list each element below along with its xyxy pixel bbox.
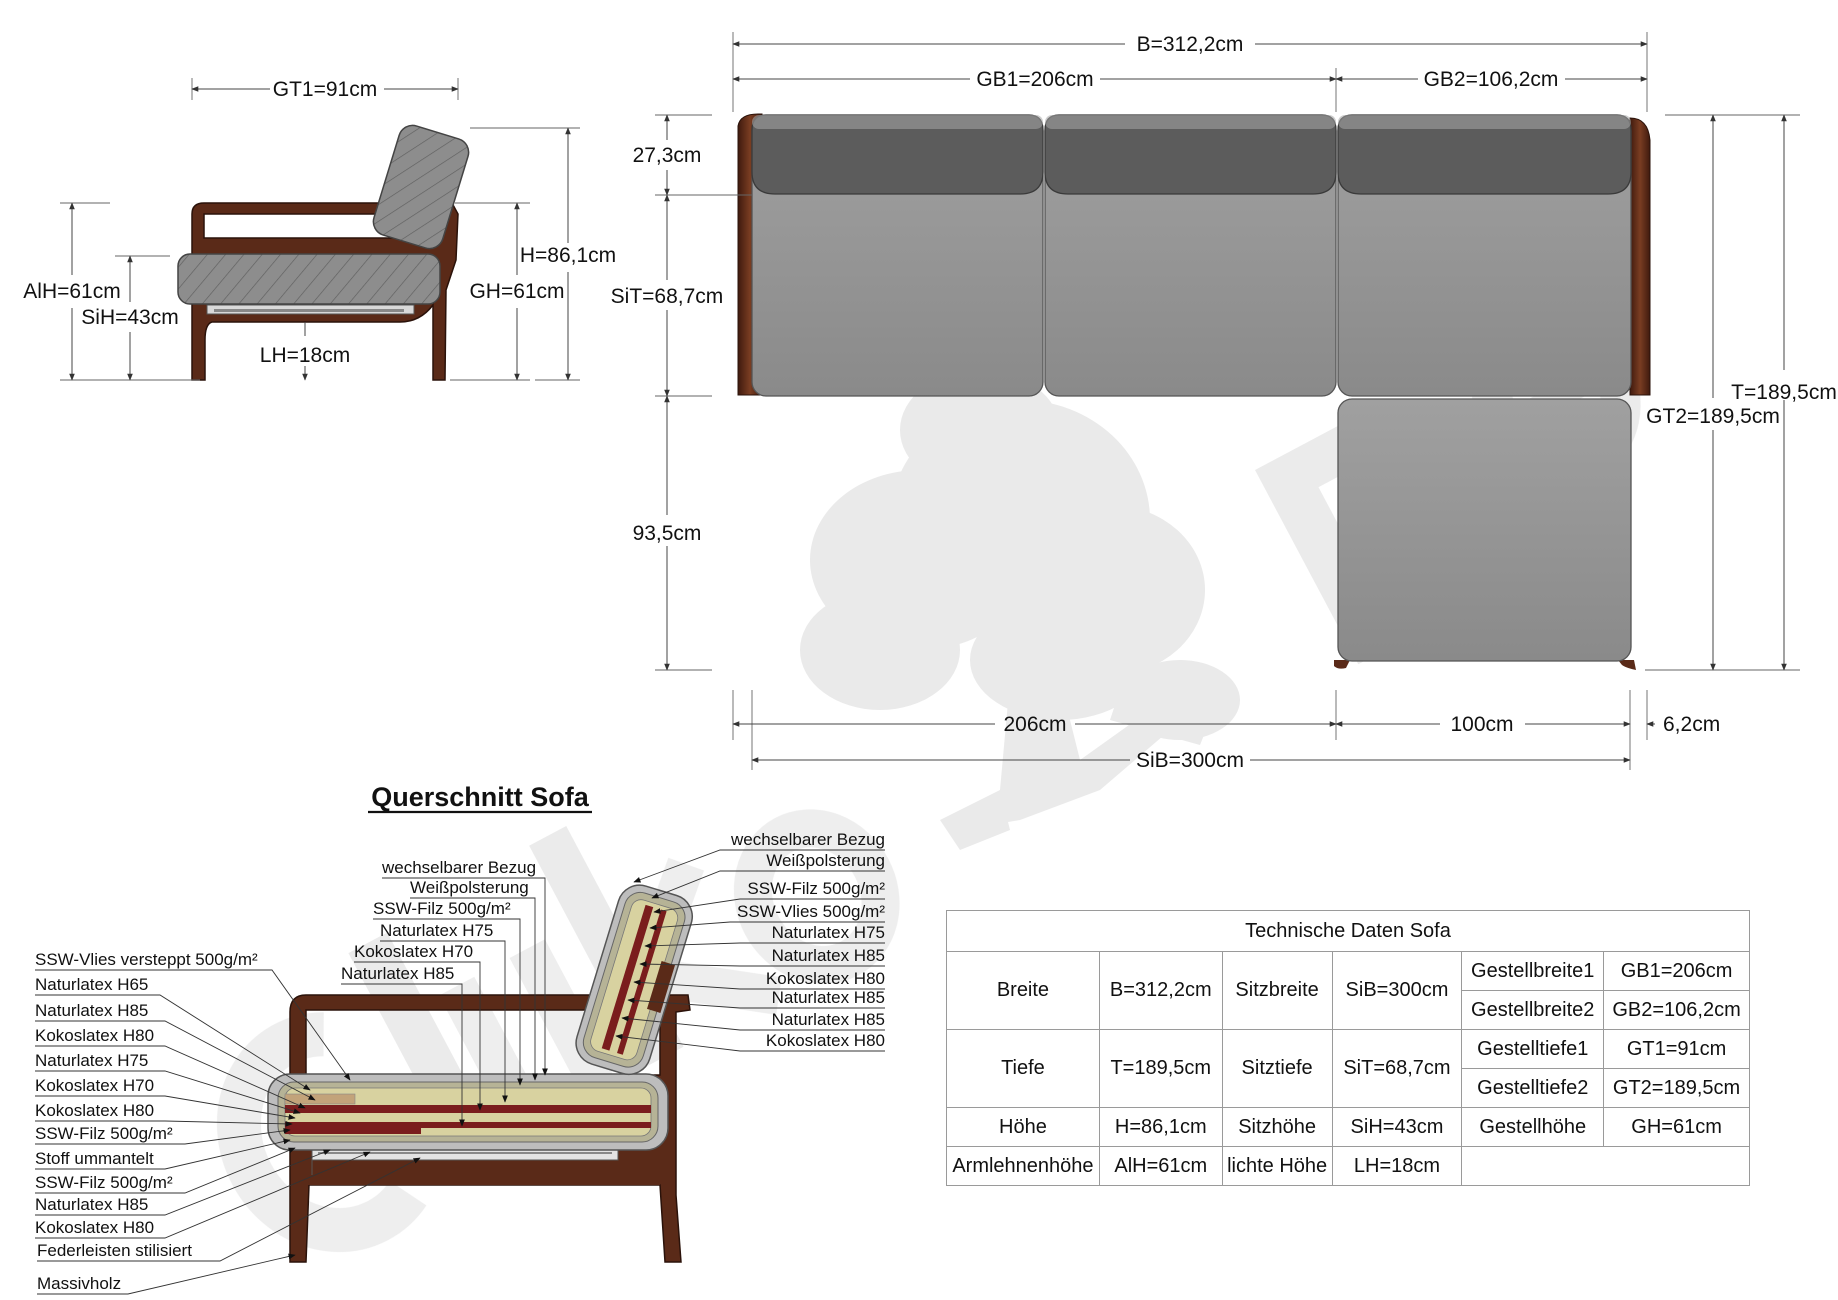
middle-label-4: Kokoslatex H70 (354, 942, 474, 961)
right-label-9: Kokoslatex H80 (765, 1031, 885, 1050)
dim-sit: SiT=68,7cm (610, 285, 724, 308)
cross-section-title: Querschnitt Sofa (371, 782, 589, 812)
dim-back-depth: 27,3cm (632, 144, 702, 167)
middle-label-1: Weißpolsterung (410, 878, 529, 897)
left-label-9: SSW-Filz 500g/m² (35, 1173, 173, 1192)
spec-table (946, 910, 1750, 1186)
right-armrest (1630, 118, 1650, 395)
value-gt2: GT2=189,5cm (1604, 1069, 1750, 1108)
value-sib: SiB=300cm (1332, 952, 1462, 1030)
right-label-2: SSW-Filz 500g/m² (747, 879, 885, 898)
left-label-6: Kokoslatex H80 (35, 1101, 155, 1120)
right-label-0: wechselbarer Bezug (730, 830, 885, 849)
value-gb1: GB1=206cm (1604, 952, 1750, 991)
value-gh: GH=61cm (1604, 1108, 1750, 1147)
dim-gb1: GB1=206cm (976, 68, 1094, 91)
label-gestellbreite2: Gestellbreite2 (1462, 991, 1604, 1030)
right-label-6: Kokoslatex H80 (765, 969, 885, 988)
label-sitztiefe: Sitztiefe (1222, 1030, 1332, 1108)
dim-100: 100cm (1450, 713, 1514, 736)
value-b: B=312,2cm (1099, 952, 1222, 1030)
value-sih: SiH=43cm (1332, 1108, 1462, 1147)
left-label-7: SSW-Filz 500g/m² (35, 1124, 173, 1143)
dim-gb2: GB2=106,2cm (1423, 68, 1559, 91)
right-label-1: Weißpolsterung (766, 851, 885, 870)
label-gestelltiefe2: Gestelltiefe2 (1462, 1069, 1604, 1108)
dim-alh: AlH=61cm (23, 280, 121, 303)
side-view (23, 78, 616, 380)
label-lichte-hoehe: lichte Höhe (1222, 1147, 1332, 1186)
chaise-foot-left (1334, 660, 1350, 669)
left-label-1: Naturlatex H65 (35, 975, 149, 994)
label-sitzhoehe: Sitzhöhe (1222, 1108, 1332, 1147)
left-label-11: Kokoslatex H80 (35, 1218, 155, 1237)
left-label-4: Naturlatex H75 (35, 1051, 149, 1070)
dim-h: H=86,1cm (519, 244, 617, 267)
middle-label-5: Naturlatex H85 (341, 964, 455, 983)
dim-t: T=189,5cm (1731, 381, 1837, 404)
value-h: H=86,1cm (1099, 1108, 1222, 1147)
value-gt1: GT1=91cm (1604, 1030, 1750, 1069)
label-gestelltiefe1: Gestelltiefe1 (1462, 1030, 1604, 1069)
chaise-foot-right (1618, 660, 1636, 670)
dim-gt1: GT1=91cm (272, 78, 378, 101)
left-label-12: Federleisten stilisiert (37, 1241, 192, 1260)
left-label-3: Kokoslatex H80 (35, 1026, 155, 1045)
side-seat-cushion (178, 254, 440, 304)
dim-sih: SiH=43cm (81, 306, 179, 329)
dim-206: 206cm (1003, 713, 1067, 736)
middle-label-3: Naturlatex H75 (380, 921, 494, 940)
top-view (611, 32, 1837, 772)
label-gestellhoehe: Gestellhöhe (1462, 1108, 1604, 1147)
middle-labels (341, 858, 536, 983)
row-label-tiefe: Tiefe (947, 1030, 1100, 1108)
left-label-10: Naturlatex H85 (35, 1195, 149, 1214)
tree-watermark (800, 370, 1240, 850)
right-label-5: Naturlatex H85 (771, 946, 885, 965)
left-label-13: Massivholz (37, 1274, 122, 1293)
value-lh: LH=18cm (1332, 1147, 1462, 1186)
middle-label-2: SSW-Filz 500g/m² (373, 899, 511, 918)
row-label-breite: Breite (947, 952, 1100, 1030)
spec-table-title: Technische Daten Sofa (947, 911, 1750, 952)
right-label-7: Naturlatex H85 (771, 988, 885, 1007)
dim-gh: GH=61cm (469, 280, 565, 303)
row-label-hoehe: Höhe (947, 1108, 1100, 1147)
value-gb2: GB2=106,2cm (1604, 991, 1750, 1030)
right-label-4: Naturlatex H75 (771, 923, 885, 942)
dim-b: B=312,2cm (1136, 33, 1244, 56)
label-sitzbreite: Sitzbreite (1222, 952, 1332, 1030)
value-sit: SiT=68,7cm (1332, 1030, 1462, 1108)
dim-chaise-extra: 93,5cm (632, 522, 702, 545)
middle-label-0: wechselbarer Bezug (382, 858, 537, 877)
right-label-8: Naturlatex H85 (771, 1010, 885, 1029)
left-label-0: SSW-Vlies versteppt 500g/m² (35, 950, 258, 969)
empty-cell (1462, 1147, 1750, 1186)
dim-6-2: 6,2cm (1663, 713, 1721, 736)
left-label-2: Naturlatex H85 (35, 1001, 149, 1020)
left-label-5: Kokoslatex H70 (35, 1076, 155, 1095)
row-label-armlehnenhoehe: Armlehnenhöhe (947, 1147, 1100, 1186)
right-label-3: SSW-Vlies 500g/m² (736, 902, 885, 921)
label-gestellbreite1: Gestellbreite1 (1462, 952, 1604, 991)
dim-sib: SiB=300cm (1136, 749, 1244, 772)
left-label-8: Stoff ummantelt (35, 1149, 154, 1168)
chaise-cushion (1338, 399, 1631, 661)
value-t: T=189,5cm (1099, 1030, 1222, 1108)
dim-lh: LH=18cm (259, 344, 351, 367)
value-alh: AlH=61cm (1099, 1147, 1222, 1186)
dim-gt2: GT2=189,5cm (1646, 405, 1780, 428)
